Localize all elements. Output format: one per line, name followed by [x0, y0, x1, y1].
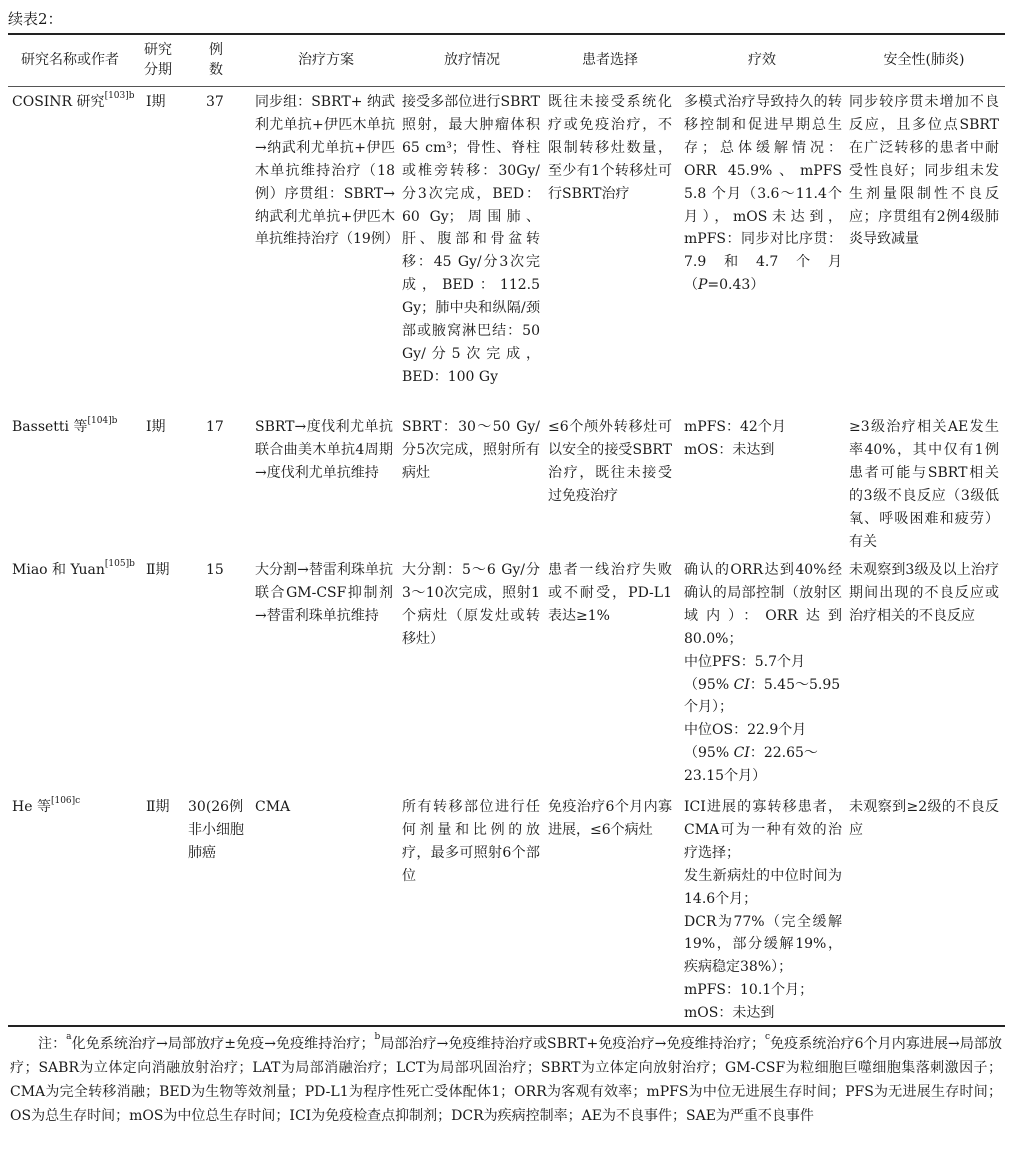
table-row-2-safety: ≥3级治疗相关AE发生率40%，其中仅有1例患者可能与SBRT相关的3级不良反应（3级低氧、呼吸困难和疲劳）有关	[849, 419, 999, 550]
table-row-1-phase: Ⅰ期	[146, 94, 166, 110]
top-rule	[8, 33, 1005, 35]
table-row-4-study	[12, 796, 136, 819]
header-n-line1: 例	[209, 42, 223, 58]
ci-range: ：5.45～5.95个月）；	[684, 676, 841, 716]
table-row-1-efficacy	[684, 91, 842, 297]
ci-symbol: CI	[733, 676, 750, 693]
efficacy-line: mPFS：10.1个月；	[684, 982, 814, 999]
efficacy-ci-line	[684, 742, 842, 788]
note-prefix: 注：	[38, 1036, 67, 1052]
table-row-3-efficacy	[684, 559, 842, 788]
reference-mark: [103]b	[104, 91, 135, 101]
table-row-1-n: 37	[206, 94, 224, 110]
efficacy-line: mPFS：42个月	[684, 419, 786, 435]
header-treatment: 治疗方案	[298, 52, 354, 68]
table-row-1-patients: 既往未接受系统化疗或免疫治疗，不限制转移灶数量，至少有1个转移灶可行SBRT治疗	[548, 94, 672, 202]
reference-mark: [105]b	[104, 559, 135, 569]
table-row-2-treatment: SBRT→度伐利尤单抗联合曲美木单抗4周期→度伐利尤单抗维持	[255, 419, 393, 481]
efficacy-line: mOS：未达到	[684, 441, 775, 458]
table-row-2-phase: Ⅰ期	[146, 419, 166, 435]
table-row-4-n: 30(26例非小细胞肺癌	[188, 799, 244, 861]
header-phase-line2: 分期	[144, 62, 172, 78]
table-row-2-radiation: SBRT：30～50 Gy/分5次完成，照射所有病灶	[402, 419, 540, 481]
table-row-2-n: 17	[206, 419, 224, 435]
table-row-4-treatment: CMA	[255, 799, 291, 815]
reference-mark: [106]c	[50, 796, 81, 806]
table-row-1-treatment: 同步组：SBRT+ 纳武利尤单抗+伊匹木单抗→纳武利尤单抗+伊匹木单抗维持治疗（18例）序贯组：SBRT→纳武利尤单抗+伊匹木单抗维持治疗（19例）	[255, 94, 399, 248]
table-row-1-radiation: 接受多部位进行SBRT照射，最大肿瘤体积65 cm³；骨性、脊柱或椎旁转移：30Gy/分3次完成，BED：60 Gy；周围肺、肝、腹部和骨盆转移：45 Gy/分3次完成，BED：112.5 Gy；肺中央和纵隔/颈部或腋窝淋巴结：50 Gy/分5次完成，BED：100 Gy	[402, 94, 540, 385]
table-row-3-n: 15	[206, 562, 224, 578]
note-text-b: 局部治疗→免疫维持治疗或SBRT+免疫治疗→免疫维持治疗；	[380, 1036, 765, 1052]
note-text-c: 免疫系统治疗6个月内寡进展→局部放疗；SABR为立体定向消融放射治疗；LAT为局部消融治疗；LCT为局部巩固治疗；SBRT为立体定向放射治疗；GM-CSF为粒细胞巨噬细胞集落刺激因子；CMA为完全转移消融；BED为生物等效剂量；PD-L1为程序性死亡受体配体1；ORR为客观有效率；mPFS为中位无进展生存时间；PFS为无进展生存时间；OS为总生存时间；mOS为中位总生存时间；ICI为免疫检查点抑制剂；DCR为疾病控制率；AE为不良事件；SAE为严重不良事件	[10, 1036, 1003, 1124]
efficacy-line: DCR为77%（完全缓解19%，部分缓解19%，疾病稳定38%）；	[684, 913, 842, 976]
header-n	[196, 40, 236, 80]
note-mark-b: b	[374, 1032, 381, 1042]
bottom-rule	[8, 1025, 1005, 1027]
table-row-2-study	[12, 416, 136, 439]
p-value-text: =0.43）	[707, 277, 765, 294]
note-mark-c: c	[764, 1032, 771, 1042]
table-caption: 续表2：	[8, 10, 63, 28]
header-patients: 患者选择	[582, 52, 638, 68]
ci-prefix: （95%	[684, 745, 734, 762]
table-row-1-safety: 同步较序贯未增加不良反应，且多位点SBRT在广泛转移的患者中耐受性良好；同步组未发生剂量限制性不良反应；序贯组有2例4级肺炎导致减量	[849, 94, 999, 248]
header-efficacy: 疗效	[748, 52, 776, 68]
study-name: He 等	[12, 799, 51, 815]
table-row-3-treatment: 大分割→替雷利珠单抗联合GM-CSF抑制剂→替雷利珠单抗维持	[255, 562, 393, 624]
efficacy-line: 中位PFS：5.7个月	[684, 653, 805, 670]
table-footnote	[10, 1032, 1002, 1128]
p-value-symbol: P	[698, 277, 708, 294]
efficacy-line: 确认的ORR达到40%经确认的局部控制（放射区域内）：ORR达到80.0%；	[684, 562, 842, 647]
table-row-4-radiation: 所有转移部位进行任何剂量和比例的放疗，最多可照射6个部位	[402, 799, 540, 884]
table-row-2-patients: ≤6个颅外转移灶可以安全的接受SBRT治疗，既往未接受过免疫治疗	[548, 419, 672, 504]
efficacy-line: 中位OS：22.9个月	[684, 722, 807, 739]
efficacy-line: 发生新病灶的中位时间为14.6个月；	[684, 867, 842, 907]
reference-mark: [104]b	[87, 416, 118, 426]
ci-symbol: CI	[733, 745, 750, 762]
header-safety: 安全性(肺炎)	[883, 52, 965, 68]
header-phase	[136, 40, 180, 80]
table-row-4-safety: 未观察到≥2级的不良反应	[849, 799, 999, 838]
header-phase-line1: 研究	[144, 42, 172, 58]
efficacy-line: ICI进展的寡转移患者，CMA可为一种有效的治疗选择；	[684, 799, 842, 861]
study-name: Miao 和 Yuan	[12, 562, 105, 578]
note-text-a: 化免系统治疗→局部放疗±免疫→免疫维持治疗；	[71, 1036, 375, 1052]
efficacy-line: mOS：未达到	[684, 1005, 775, 1022]
table-row-3-safety: 未观察到3级及以上治疗期间出现的不良反应或治疗相关的不良反应	[849, 562, 999, 624]
ci-prefix: （95%	[684, 676, 734, 693]
table-row-2-efficacy	[684, 416, 842, 462]
ci-range: ：22.65～23.15个月）	[684, 745, 818, 785]
header-rule	[8, 86, 1005, 87]
table-row-1-study	[12, 91, 136, 114]
header-study: 研究名称或作者	[21, 52, 119, 68]
table-row-4-efficacy	[684, 796, 842, 1025]
study-name: Bassetti 等	[12, 419, 88, 435]
note-mark-a: a	[66, 1032, 72, 1042]
efficacy-text: 多模式治疗导致持久的转移控制和促进早期总生存；总体缓解情况：ORR 45.9%、mPFS 5.8 个月（3.6～11.4个月），mOS未达到，mPFS：同步对比序贯：7.9和4.7个月（	[684, 94, 842, 294]
table-row-3-patients: 患者一线治疗失败或不耐受，PD-L1表达≥1%	[548, 562, 672, 624]
efficacy-ci-line	[684, 674, 842, 720]
table-row-4-patients: 免疫治疗6个月内寡进展，≤6个病灶	[548, 799, 672, 838]
table-row-3-radiation: 大分割：5～6 Gy/分3～10次完成，照射1个病灶（原发灶或转移灶）	[402, 562, 540, 647]
table-row-4-phase: Ⅱ期	[146, 799, 170, 815]
table-row-3-phase: Ⅱ期	[146, 562, 170, 578]
header-radiation: 放疗情况	[444, 52, 500, 68]
table-row-3-study	[12, 559, 136, 582]
study-name: COSINR 研究	[12, 94, 105, 110]
header-n-line2: 数	[209, 62, 223, 78]
